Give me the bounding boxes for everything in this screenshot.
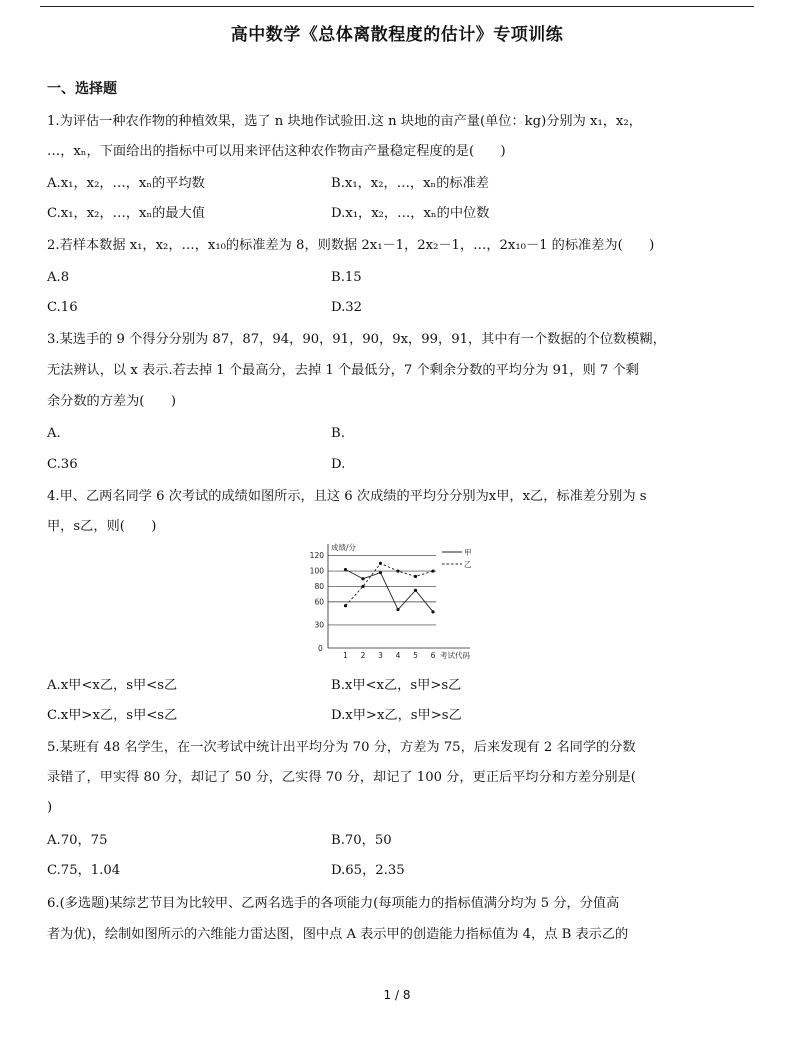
series-2-point bbox=[396, 569, 399, 572]
y-tick-label: 120 bbox=[309, 551, 324, 561]
section-heading: 一、选择题 bbox=[47, 81, 117, 97]
origin-label: 0 bbox=[318, 644, 323, 653]
legend-label-1: 甲 bbox=[464, 548, 472, 557]
series-2-point bbox=[414, 575, 417, 578]
series-1-point bbox=[361, 577, 364, 580]
q2-option-a: A.8 bbox=[47, 270, 70, 285]
x-tick-label: 2 bbox=[360, 651, 366, 660]
series-2-point bbox=[431, 569, 434, 572]
q3-option-d: D. bbox=[331, 457, 346, 472]
q3-line1: 3.某选手的 9 个得分分别为 87，87，94，90，91，90，9x，99，91，其中有一个数据的个位数模糊， bbox=[47, 332, 666, 347]
x-tick-label: 6 bbox=[430, 651, 436, 660]
q4-option-d: D.x甲>x乙，s甲>s乙 bbox=[331, 708, 462, 723]
q6-line2: 者为优)，绘制如图所示的六维能力雷达图，图中点 A 表示甲的创造能力指标值为 4，点 B 表示乙的 bbox=[47, 927, 629, 942]
y-tick-label: 80 bbox=[314, 581, 324, 591]
q5-option-b: B.70，50 bbox=[331, 833, 392, 848]
q4-option-b: B.x甲<x乙，s甲>s乙 bbox=[331, 678, 462, 693]
x-axis-label: 考试代码 bbox=[440, 651, 470, 660]
q2-option-c: C.16 bbox=[47, 300, 78, 315]
series-1-point bbox=[379, 571, 382, 574]
q1-option-a: A.x₁，x₂，…，xₙ的平均数 bbox=[47, 176, 205, 191]
q1-option-d: D.x₁，x₂，…，xₙ的中位数 bbox=[331, 206, 490, 221]
q4-option-a: A.x甲<x乙，s甲<s乙 bbox=[47, 678, 178, 693]
q1-option-c: C.x₁，x₂，…，xₙ的最大值 bbox=[47, 206, 205, 221]
q3-option-b: B. bbox=[331, 426, 345, 441]
q5-option-d: D.65，2.35 bbox=[331, 863, 405, 878]
series-2-point bbox=[344, 604, 347, 607]
q2-line1: 2.若样本数据 x₁，x₂，…，x₁₀的标准差为 8，则数据 2x₁－1，2x₂－1，…，2x₁₀－1 的标准差为( ) bbox=[47, 238, 655, 253]
q2-option-d: D.32 bbox=[331, 300, 363, 315]
legend-label-2: 乙 bbox=[464, 560, 472, 569]
q5-option-c: C.75，1.04 bbox=[47, 863, 121, 878]
q3-option-c: C.36 bbox=[47, 457, 78, 472]
q3-line3: 余分数的方差为( ) bbox=[47, 394, 176, 409]
series-1-point bbox=[414, 589, 417, 592]
y-tick-label: 60 bbox=[314, 597, 324, 607]
q4-option-c: C.x甲>x乙，s甲<s乙 bbox=[47, 708, 178, 723]
x-tick-label: 5 bbox=[413, 651, 418, 660]
q4-line2: 甲，s乙，则( ) bbox=[47, 519, 157, 534]
page-title: 高中数学《总体离散程度的估计》专项训练 bbox=[230, 25, 564, 45]
x-tick-label: 3 bbox=[378, 651, 383, 660]
series-1-point bbox=[396, 608, 399, 611]
q5-line1: 5.某班有 48 名学生，在一次考试中统计出平均分为 70 分，方差为 75，后来发现有 2 名同学的分数 bbox=[47, 740, 636, 755]
series-line-2 bbox=[346, 563, 434, 605]
q3-line2: 无法辨认，以 x 表示.若去掉 1 个最高分，去掉 1 个最低分，7 个剩余分数的平均分为 91，则 7 个剩 bbox=[47, 363, 639, 378]
series-2-point bbox=[361, 585, 364, 588]
series-2-point bbox=[379, 562, 382, 565]
q2-option-b: B.15 bbox=[331, 270, 362, 285]
q5-line3: ) bbox=[47, 800, 53, 815]
q5-option-a: A.70，75 bbox=[47, 833, 108, 848]
q1-line1: 1.为评估一种农作物的种植效果，选了 n 块地作试验田.这 n 块地的亩产量(单位：kg)分别为 x₁，x₂， bbox=[47, 114, 642, 129]
y-tick-label: 30 bbox=[314, 620, 324, 630]
x-tick-label: 4 bbox=[395, 651, 401, 660]
q1-line2: …，xₙ，下面给出的指标中可以用来评估这种农作物亩产量稳定程度的是( ) bbox=[47, 144, 506, 159]
q6-line1: 6.(多选题)某综艺节目为比较甲、乙两名选手的各项能力(每项能力的指标值满分均为 5 分，分值高 bbox=[47, 896, 620, 911]
q1-option-b: B.x₁，x₂，…，xₙ的标准差 bbox=[331, 176, 489, 191]
series-1-point bbox=[431, 610, 434, 613]
q3-option-a: A. bbox=[47, 426, 61, 441]
page-number: 1 / 8 bbox=[383, 988, 411, 1002]
x-tick-label: 1 bbox=[343, 651, 348, 660]
series-1-point bbox=[344, 568, 347, 571]
q5-line2: 录错了，甲实得 80 分，却记了 50 分，乙实得 70 分，却记了 100 分，更正后平均分和方差分别是( bbox=[47, 770, 636, 785]
y-axis-label: 成绩/分 bbox=[331, 543, 357, 552]
q4-line1: 4.甲、乙两名同学 6 次考试的成绩如图所示，且这 6 次成绩的平均分分别为x甲，x乙，标准差分别为 s bbox=[47, 489, 647, 504]
score-line-chart bbox=[296, 540, 496, 662]
top-rule bbox=[40, 6, 754, 7]
y-tick-label: 100 bbox=[309, 566, 324, 576]
